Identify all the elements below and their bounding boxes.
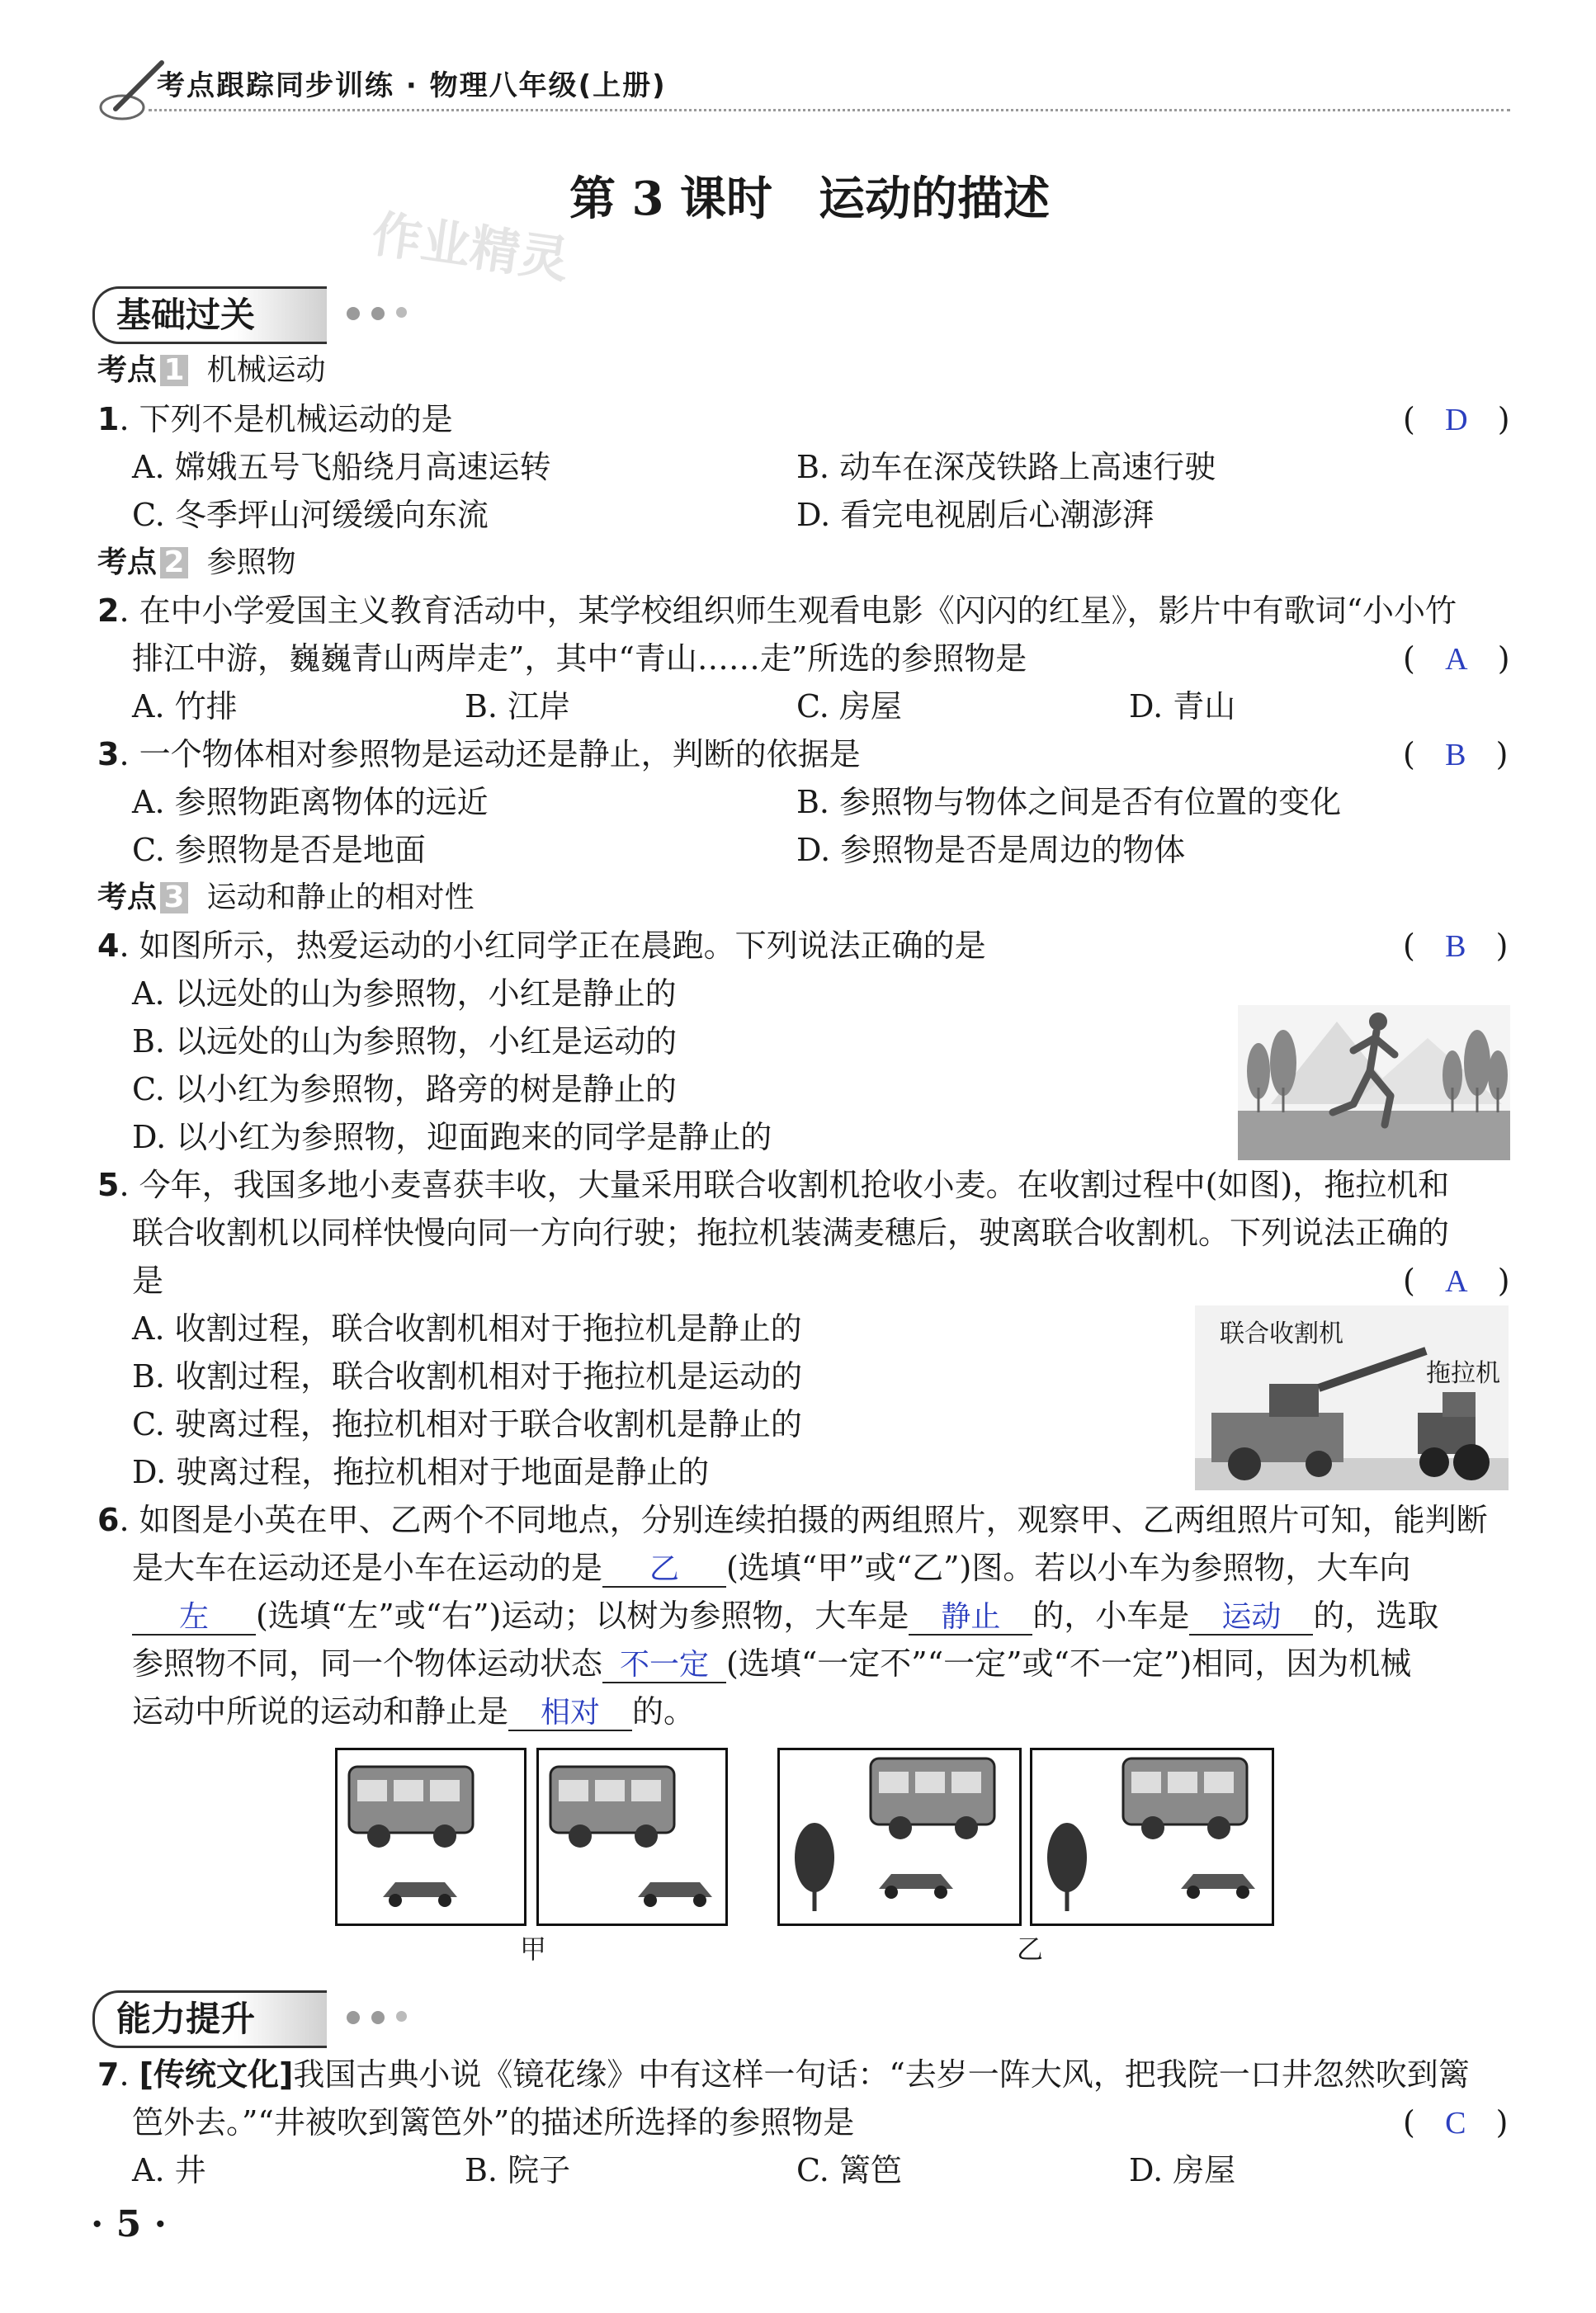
- label-tractor: 拖拉机: [1426, 1359, 1500, 1388]
- question-2: 2. 在中小学爱国主义教育活动中，某学校组织师生观看电影《闪闪的红星》，影片中有歌词“小小竹: [97, 592, 1457, 629]
- page-number: · 5 ·: [91, 2203, 167, 2245]
- photo-yi-1: [777, 1748, 1022, 1926]
- label-harvester: 联合收割机: [1220, 1319, 1343, 1348]
- option-7a: A. 井: [132, 2152, 206, 2188]
- question-5-line2: 联合收割机以同样快慢向同一方向行驶；拖拉机装满麦穗后，驶离联合收割机。下列说法正确的: [132, 1215, 1450, 1251]
- bus-car-tree-icon: [1032, 1750, 1272, 1924]
- option-1c: C. 冬季坪山河缓缓向东流: [132, 497, 489, 533]
- question-4: 4. 如图所示，热爱运动的小红同学正在晨跑。下列说法正确的是: [97, 928, 986, 964]
- section-basic: 基础过关: [92, 286, 327, 344]
- option-2d: D. 青山: [1129, 688, 1236, 725]
- option-1a: A. 嫦娥五号飞船绕月高速运转: [132, 449, 551, 485]
- question-6: 6. 如图是小英在甲、乙两个不同地点，分别连续拍摄的两组照片，观察甲、乙两组照片可知，能判断: [97, 1502, 1488, 1538]
- harvester-figure: [1195, 1305, 1509, 1490]
- section-dot: [396, 307, 407, 318]
- bus-car-tree-icon: [780, 1750, 1019, 1924]
- option-1d: D. 看完电视剧后心潮澎湃: [796, 497, 1155, 533]
- kaodian-1: 考点 1 机械运动: [97, 353, 326, 387]
- blank-2[interactable]: 左: [132, 1601, 256, 1636]
- blank-6[interactable]: 相对: [508, 1697, 632, 1731]
- watermark: 作业精灵: [368, 205, 573, 290]
- option-7d: D. 房屋: [1129, 2152, 1236, 2188]
- option-5a: A. 收割过程，联合收割机相对于拖拉机是静止的: [132, 1310, 802, 1347]
- page-title: 第 3 课时 运动的描述: [569, 172, 1050, 226]
- section-dot: [347, 307, 360, 320]
- bus-car-icon: [338, 1750, 524, 1924]
- header-title: 考点跟踪同步训练 · 物理八年级(上册): [157, 69, 667, 102]
- option-3b: B. 参照物与物体之间是否有位置的变化: [796, 784, 1342, 820]
- option-4a: A. 以远处的山为参照物，小红是静止的: [132, 975, 677, 1012]
- section-dot: [347, 2011, 360, 2024]
- question-7: 7. [传统文化]我国古典小说《镜花缘》中有这样一句话：“去岁一阵大风，把我院一口井忽然吹到篱: [97, 2056, 1470, 2093]
- section-advanced: 能力提升: [92, 1990, 327, 2048]
- option-7c: C. 篱笆: [796, 2152, 902, 2188]
- option-2c: C. 房屋: [796, 688, 902, 725]
- question-2-line2: 排江中游，巍巍青山两岸走”，其中“青山……走”所选的参照物是: [132, 640, 1027, 677]
- option-2b: B. 江岸: [465, 688, 571, 725]
- question-6-line4: 参照物不同，同一个物体运动状态 不一定 (选填“一定不”“一定”或“不一定”)相同，因为机械: [132, 1645, 1412, 1682]
- option-2a: A. 竹排: [132, 688, 238, 725]
- answer-7: ( C ): [1403, 2104, 1509, 2141]
- blank-3[interactable]: 静止: [909, 1601, 1032, 1636]
- kaodian-3: 考点 3 运动和静止的相对性: [97, 880, 475, 914]
- answer-3: ( B ): [1403, 736, 1509, 772]
- photo-jia-1: [335, 1748, 526, 1926]
- blank-1[interactable]: 乙: [602, 1553, 726, 1588]
- question-6-line3: 左 (选填“左”或“右”)运动；以树为参照物，大车是 静止 的，小车是 运动 的，选取: [132, 1596, 1438, 1636]
- option-4c: C. 以小红为参照物，路旁的树是静止的: [132, 1071, 677, 1107]
- bus-car-icon: [539, 1750, 725, 1924]
- option-5c: C. 驶离过程，拖拉机相对于联合收割机是静止的: [132, 1406, 802, 1442]
- question-3: 3. 一个物体相对参照物是运动还是静止，判断的依据是: [97, 736, 861, 772]
- blank-4[interactable]: 运动: [1189, 1601, 1313, 1636]
- option-7b: B. 院子: [465, 2152, 571, 2188]
- option-3d: D. 参照物是否是周边的物体: [796, 832, 1186, 868]
- answer-1: ( D ): [1403, 401, 1510, 437]
- option-4d: D. 以小红为参照物，迎面跑来的同学是静止的: [132, 1119, 772, 1155]
- section-dot: [396, 2011, 407, 2022]
- option-1b: B. 动车在深茂铁路上高速行驶: [796, 449, 1216, 485]
- section-dot: [371, 2011, 385, 2024]
- blank-5[interactable]: 不一定: [602, 1649, 726, 1683]
- answer-2: ( A ): [1403, 640, 1510, 677]
- question-1: 1. 下列不是机械运动的是: [97, 401, 453, 437]
- question-5: 5. 今年，我国多地小麦喜获丰收，大量采用联合收割机抢收小麦。在收割过程中(如图)，拖拉机和: [97, 1167, 1450, 1203]
- photo-jia-2: [536, 1748, 728, 1926]
- answer-5: ( A ): [1403, 1263, 1510, 1299]
- question-6-line5: 运动中所说的运动和静止是 相对 的。: [132, 1693, 696, 1730]
- option-4b: B. 以远处的山为参照物，小红是运动的: [132, 1023, 678, 1060]
- option-5b: B. 收割过程，联合收割机相对于拖拉机是运动的: [132, 1358, 803, 1395]
- option-3c: C. 参照物是否是地面: [132, 832, 426, 868]
- caption-yi: 乙: [1017, 1933, 1044, 1965]
- runner-figure: [1238, 1005, 1510, 1160]
- kaodian-2: 考点 2 参照物: [97, 545, 296, 579]
- question-6-line2: 是大车在运动还是小车在运动的是 乙 (选填“甲”或“乙”)图。若以小车为参照物，大车向: [132, 1550, 1411, 1586]
- photo-yi-2: [1030, 1748, 1274, 1926]
- header-rule: [149, 109, 1510, 111]
- option-3a: A. 参照物距离物体的远近: [132, 784, 489, 820]
- question-7-line2: 笆外去。”“井被吹到篱笆外”的描述所选择的参照物是: [132, 2104, 855, 2141]
- question-5-line3: 是: [132, 1263, 164, 1299]
- answer-4: ( B ): [1403, 928, 1509, 964]
- caption-jia: 甲: [520, 1933, 547, 1965]
- section-dot: [371, 307, 385, 320]
- option-5d: D. 驶离过程，拖拉机相对于地面是静止的: [132, 1454, 710, 1490]
